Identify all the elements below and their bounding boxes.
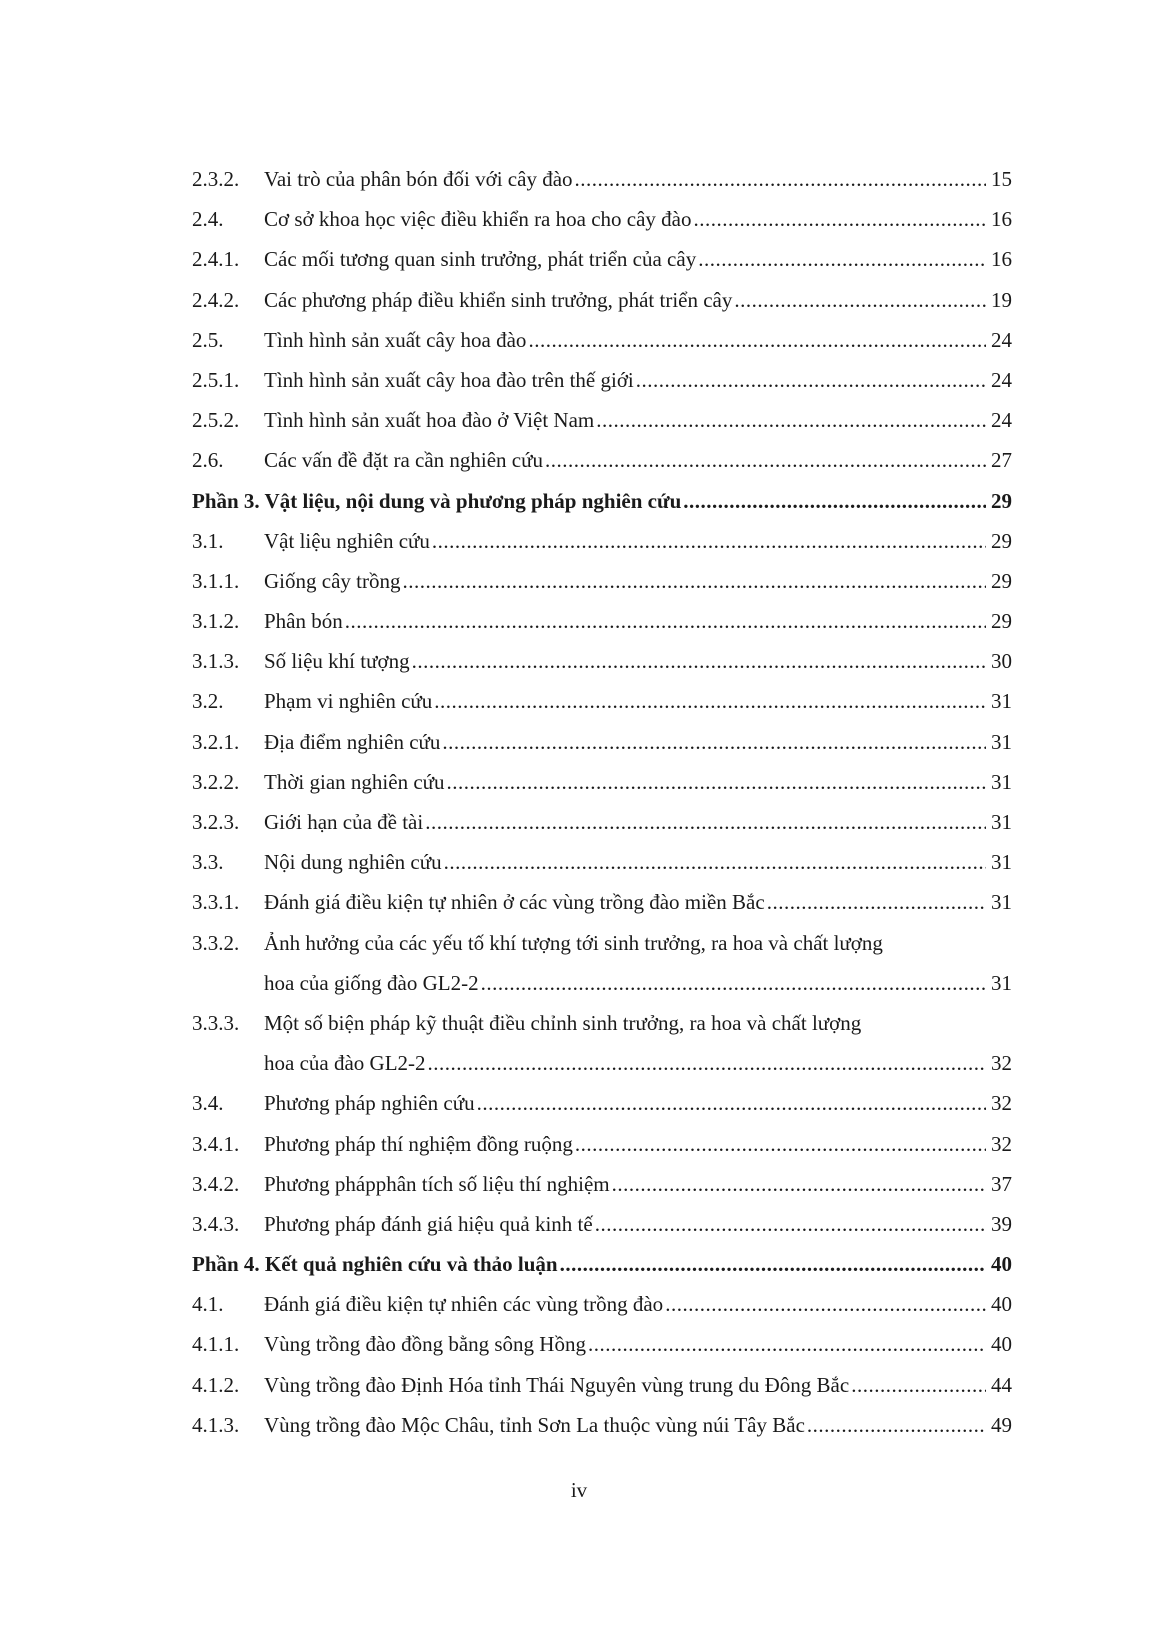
dot-leader — [612, 1164, 986, 1204]
toc-entry-number: 3.2.1. — [192, 729, 240, 754]
toc-entry[interactable] — [192, 199, 1012, 239]
toc-entry[interactable] — [192, 762, 1012, 802]
toc-page-number: 29 — [991, 609, 1012, 634]
toc-entry-number: 3.4.2. — [192, 1171, 240, 1196]
toc-entry-title: Địa điểm nghiên cứu — [264, 729, 441, 754]
toc-entry-title: Đánh giá điều kiện tự nhiên các vùng trồng đào — [264, 1292, 664, 1317]
toc-entry-title: Vùng trồng đào đồng bằng sông Hồng — [264, 1332, 586, 1357]
toc-page-number: 49 — [991, 1412, 1012, 1437]
toc-entry-title: Một số biện pháp kỹ thuật điều chỉnh sinh trưởng, ra hoa và chất lượng — [264, 1010, 862, 1035]
toc-entry-title: Vai trò của phân bón đối với cây đào — [264, 167, 573, 191]
toc-page-number: 16 — [991, 207, 1012, 232]
dot-leader — [588, 1324, 986, 1364]
toc-entry-number: 2.6. — [192, 448, 224, 473]
dot-leader — [665, 1284, 986, 1324]
toc-page-number: 24 — [991, 327, 1012, 352]
toc-entry[interactable] — [192, 641, 1012, 681]
toc-entry-title: Số liệu khí tượng — [264, 649, 410, 674]
dot-leader — [575, 1124, 986, 1164]
toc-entry-number: 4.1. — [192, 1292, 224, 1317]
toc-entry-title: Tình hình sản xuất cây hoa đào — [264, 327, 527, 352]
toc-entry-number: 4.1.3. — [192, 1412, 240, 1437]
toc-part-title: Phần 4. Kết quả nghiên cứu và thảo luận — [192, 1252, 558, 1277]
toc-entry-title: Các phương pháp điều khiển sinh trưởng, phát triển cây — [264, 287, 733, 312]
toc-entry-title: Đánh giá điều kiện tự nhiên ở các vùng trồng đào miền Bắc — [264, 890, 765, 915]
toc-entry-title: hoa của giống đào GL2-2 — [264, 970, 479, 995]
toc-page-number: 31 — [991, 729, 1012, 754]
toc-page-number: 29 — [991, 568, 1012, 593]
toc-entry-continuation[interactable] — [192, 1043, 1012, 1083]
toc-entry[interactable] — [192, 1405, 1012, 1445]
dot-leader — [432, 521, 986, 561]
toc-entry-title: Tình hình sản xuất hoa đào ở Việt Nam — [264, 408, 595, 433]
toc-entry[interactable] — [192, 882, 1012, 922]
toc-page-number: 31 — [991, 890, 1012, 915]
toc-entry[interactable] — [192, 722, 1012, 762]
toc-entry-number: 3.2.2. — [192, 769, 240, 794]
dot-leader — [428, 1043, 986, 1083]
toc-entry-title: Phương pháp nghiên cứu — [264, 1091, 475, 1116]
dot-leader — [807, 1405, 986, 1445]
toc-entry-number: 3.1.1. — [192, 568, 240, 593]
toc-entry[interactable] — [192, 360, 1012, 400]
dot-leader — [402, 561, 986, 601]
toc-entry-title: Phương phápphân tích số liệu thí nghiệm — [264, 1171, 610, 1196]
toc-entry-number: 3.4.1. — [192, 1131, 240, 1156]
toc-entry-title: Tình hình sản xuất cây hoa đào trên thế giới — [264, 367, 634, 392]
toc-entry[interactable] — [192, 1324, 1012, 1364]
toc-entry[interactable] — [192, 1365, 1012, 1405]
page-number-footer: iv — [570, 1478, 588, 1502]
toc-entry-title: Ảnh hưởng của các yếu tố khí tượng tới sinh trưởng, ra hoa và chất lượng — [264, 930, 883, 955]
toc-entry[interactable] — [192, 280, 1012, 320]
toc-page-number: 32 — [991, 1091, 1012, 1116]
toc-page-number: 44 — [991, 1372, 1012, 1397]
toc-page-number: 31 — [991, 810, 1012, 834]
dot-leader — [444, 842, 986, 882]
toc-entry[interactable] — [192, 923, 1012, 963]
dot-leader — [694, 199, 987, 239]
toc-entry[interactable] — [192, 521, 1012, 561]
dot-leader — [345, 601, 986, 641]
dot-leader — [425, 802, 986, 842]
dot-leader — [575, 159, 986, 199]
toc-entry-title: Vùng trồng đào Định Hóa tỉnh Thái Nguyên vùng trung du Đông Bắc — [264, 1372, 850, 1397]
toc-entry-number: 2.4.1. — [192, 247, 240, 272]
toc-entry[interactable] — [192, 159, 1012, 199]
toc-entry[interactable] — [192, 1003, 1012, 1043]
toc-page-number: 40 — [991, 1332, 1012, 1357]
toc-entry[interactable] — [192, 1124, 1012, 1164]
toc-part-heading[interactable] — [192, 1244, 1012, 1284]
toc-entry-number: 3.3. — [192, 850, 224, 875]
toc-entry[interactable] — [192, 681, 1012, 721]
toc-entry[interactable] — [192, 239, 1012, 279]
toc-entry-number: 3.3.2. — [192, 930, 240, 955]
toc-page-number: 32 — [991, 1131, 1012, 1156]
toc-entry-title: Cơ sở khoa học việc điều khiển ra hoa cho cây đào — [264, 207, 692, 232]
toc-part-heading[interactable] — [192, 481, 1012, 521]
toc-entry-number: 3.3.3. — [192, 1010, 240, 1035]
toc-entry-title: Vùng trồng đào Mộc Châu, tỉnh Sơn La thuộc vùng núi Tây Bắc — [264, 1412, 805, 1437]
toc-page-number: 27 — [991, 448, 1012, 473]
toc-entry-title: Giới hạn của đề tài — [264, 810, 424, 834]
toc-page-number: 31 — [991, 689, 1012, 714]
toc-entry[interactable] — [192, 601, 1012, 641]
toc-page-number: 24 — [991, 408, 1012, 433]
dot-leader — [596, 400, 986, 440]
dot-leader — [851, 1365, 986, 1405]
toc-entry-title: Các vấn đề đặt ra cần nghiên cứu — [264, 448, 544, 473]
toc-entry-number: 2.4.2. — [192, 287, 240, 312]
dot-leader — [412, 641, 986, 681]
toc-page-number: 31 — [991, 769, 1012, 794]
toc-entry[interactable] — [192, 400, 1012, 440]
toc-entry[interactable] — [192, 1083, 1012, 1123]
toc-page-number: 24 — [991, 367, 1012, 392]
toc-page-number: 29 — [991, 488, 1012, 513]
toc-entry-number: 3.4. — [192, 1091, 224, 1116]
toc-entry-number: 3.1.2. — [192, 609, 240, 634]
dot-leader — [734, 280, 986, 320]
toc-entry-title: Giống cây trồng — [264, 568, 401, 593]
toc-entry[interactable] — [192, 1204, 1012, 1244]
toc-entry-title: Phạm vi nghiên cứu — [264, 689, 433, 714]
dot-leader — [595, 1204, 986, 1244]
dot-leader — [698, 239, 986, 279]
toc-page-number: 32 — [991, 1051, 1012, 1076]
toc-page-number: 37 — [991, 1171, 1012, 1196]
toc-entry-number: 2.5. — [192, 327, 224, 352]
dot-leader — [636, 360, 986, 400]
toc-page-number: 15 — [991, 167, 1012, 191]
toc-entry-number: 3.1. — [192, 528, 224, 553]
toc-entry-title: Nội dung nghiên cứu — [264, 850, 442, 875]
toc-entry[interactable] — [192, 1164, 1012, 1204]
toc-page-number: 16 — [991, 247, 1012, 272]
toc-page-number: 39 — [991, 1211, 1012, 1236]
toc-entry-title: Thời gian nghiên cứu — [264, 769, 445, 794]
toc-page-number: 19 — [991, 287, 1012, 312]
toc-entry-title: Phương pháp đánh giá hiệu quả kinh tế — [264, 1211, 593, 1236]
dot-leader — [560, 1244, 986, 1284]
toc-entry-title: Vật liệu nghiên cứu — [264, 528, 430, 553]
toc-entry-number: 2.5.1. — [192, 367, 240, 392]
dot-leader — [434, 681, 986, 721]
toc-entry-number: 3.2.3. — [192, 810, 240, 834]
toc-entry-title: Các mối tương quan sinh trưởng, phát triển của cây — [264, 247, 697, 272]
toc-entry[interactable] — [192, 1284, 1012, 1324]
toc-entry-continuation[interactable] — [192, 963, 1012, 1003]
toc-entry-number: 4.1.1. — [192, 1332, 240, 1357]
dot-leader — [683, 481, 986, 521]
toc-entry[interactable] — [192, 561, 1012, 601]
toc-entry[interactable] — [192, 802, 1012, 842]
toc-entry-title: hoa của đào GL2-2 — [264, 1051, 426, 1076]
dot-leader — [528, 320, 986, 360]
dot-leader — [447, 762, 986, 802]
toc-entry-number: 3.1.3. — [192, 649, 240, 674]
toc-entry[interactable] — [192, 842, 1012, 882]
toc-page-number: 40 — [991, 1292, 1012, 1317]
toc-entry-title: Phân bón — [264, 609, 343, 634]
toc-entry-title: Phương pháp thí nghiệm đồng ruộng — [264, 1131, 573, 1156]
toc-entry-number: 3.2. — [192, 689, 224, 714]
toc-entry-number: 2.3.2. — [192, 167, 240, 191]
table-of-contents — [192, 159, 1012, 1445]
dot-leader — [442, 722, 986, 762]
dot-leader — [481, 963, 986, 1003]
toc-page-number: 30 — [991, 649, 1012, 674]
toc-page-number: 31 — [991, 970, 1012, 995]
toc-entry-number: 3.4.3. — [192, 1211, 240, 1236]
toc-entry[interactable] — [192, 440, 1012, 480]
dot-leader — [767, 882, 986, 922]
toc-entry-number: 2.4. — [192, 207, 224, 232]
toc-entry-number: 4.1.2. — [192, 1372, 240, 1397]
dot-leader — [477, 1083, 986, 1123]
dot-leader — [545, 440, 986, 480]
toc-page-number: 31 — [991, 850, 1012, 875]
toc-entry[interactable] — [192, 320, 1012, 360]
toc-entry-number: 2.5.2. — [192, 408, 240, 433]
toc-page-number: 40 — [991, 1252, 1012, 1277]
toc-page-number: 29 — [991, 528, 1012, 553]
toc-part-title: Phần 3. Vật liệu, nội dung và phương pháp nghiên cứu — [192, 488, 682, 513]
toc-entry-number: 3.3.1. — [192, 890, 240, 915]
